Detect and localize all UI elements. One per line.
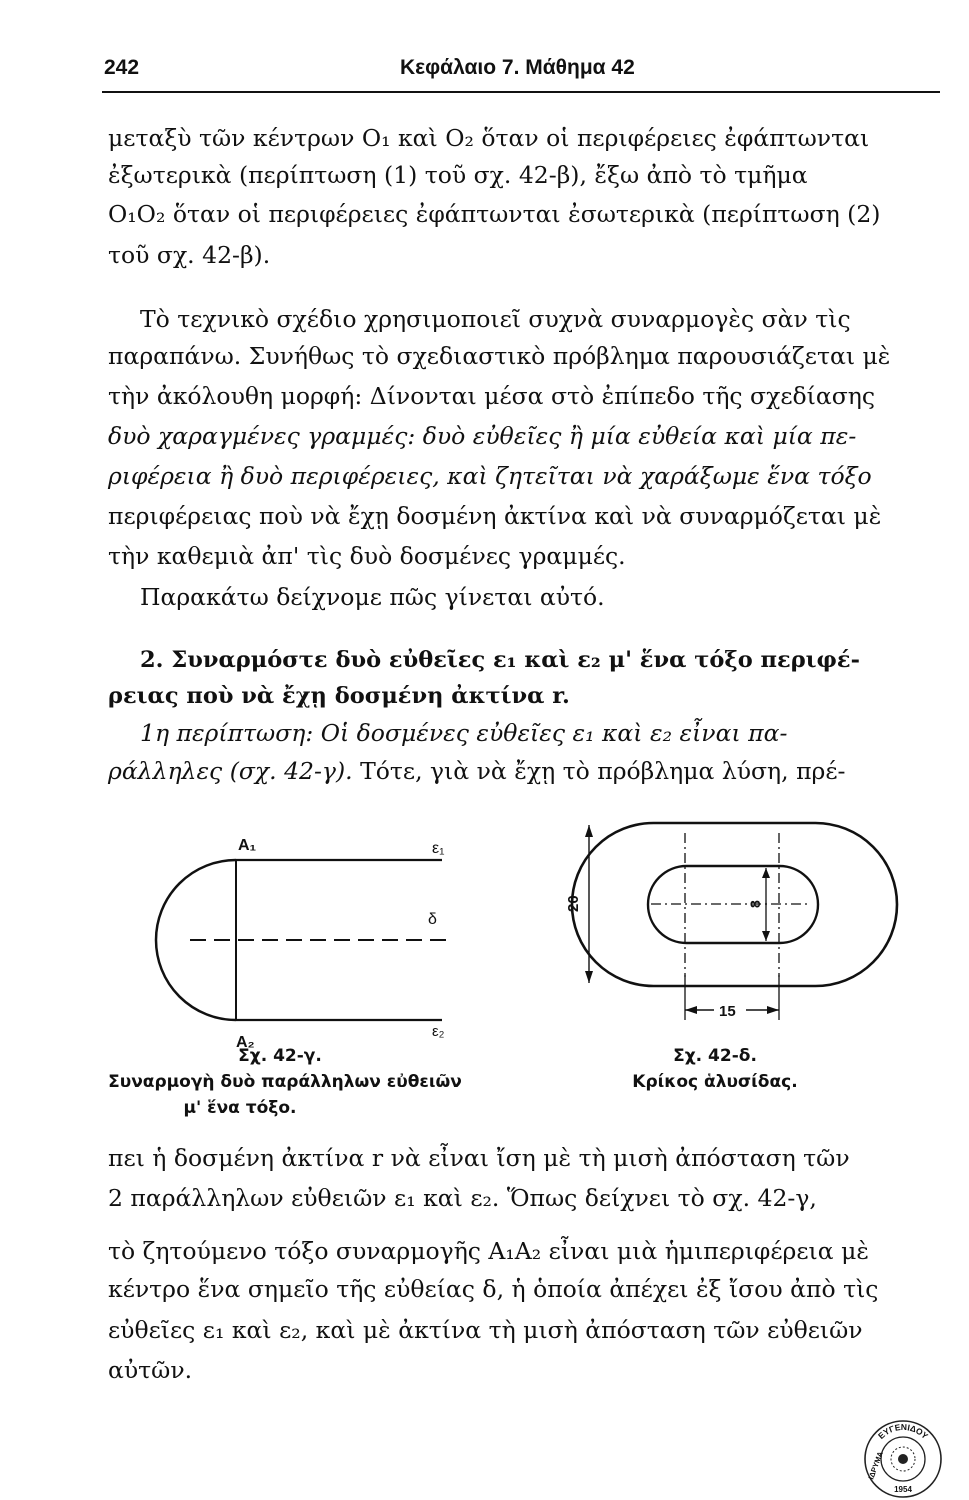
stamp-text-left: ΙΔΡΥΜΑ	[866, 1450, 885, 1481]
page-number: 242	[104, 56, 140, 79]
header-rule	[102, 91, 940, 93]
label-e1: ε₁	[432, 840, 445, 857]
arrow-head	[585, 971, 593, 983]
text-line: ριφέρεια ἢ δυὸ περιφέρειες, καὶ ζητεῖται νὰ χαράξωμε ἕνα τόξο	[108, 462, 872, 490]
arrow-head	[762, 868, 770, 878]
text-line: τὸ ζητούμενο τόξο συναρμογῆς Α₁Α₂ εἶναι μιὰ ἡμιπεριφέρεια μὲ	[108, 1237, 869, 1265]
text-line: 2 παράλληλων εὐθειῶν ε₁ καὶ ε₂. Ὅπως δείχνει τὸ σχ. 42-γ,	[108, 1184, 817, 1212]
arrow-head	[762, 931, 770, 941]
text-line: πει ἡ δοσμένη ἀκτίνα r νὰ εἶναι ἴση μὲ τὴ μισὴ ἀπόσταση τῶν	[108, 1144, 850, 1172]
text-line: Ο₁Ο₂ ὅταν οἱ περιφέρειες ἐφάπτωνται ἐσωτερικὰ (περίπτωση (2)	[108, 200, 881, 228]
text-line	[108, 756, 845, 786]
text-line: Παρακάτω δείχνομε πῶς γίνεται αὐτό.	[140, 583, 605, 611]
stamp-text-top: ΕΥΓΕΝΙΔΟΥ	[875, 1421, 931, 1441]
label-a1: A₁	[238, 837, 257, 854]
figure-caption: Συναρμογὴ δυὸ παράλληλων εὐθειῶν	[108, 1072, 462, 1092]
chapter-title: Κεφάλαιο 7. Μάθημα 42	[400, 56, 635, 79]
dim-label-20: 20	[565, 895, 582, 912]
case-text: Τότε, γιὰ νὰ ἔχῃ τὸ πρόβλημα λύση, πρέ-	[352, 757, 846, 785]
stamp-year: 1954	[894, 1485, 912, 1494]
text-line: παραπάνω. Συνήθως τὸ σχεδιαστικὸ πρόβλημα παρουσιάζεται μὲ	[108, 342, 891, 370]
section-heading: 2. Συναρμόστε δυὸ εὐθεῖες ε₁ καὶ ε₂ μ' ἕνα τόξο περιφέ-	[140, 647, 860, 673]
figure-caption: Κρίκος ἁλυσίδας.	[632, 1072, 798, 1092]
case-text: ράλληλες (σχ. 42-γ).	[108, 757, 353, 785]
label-delta: δ	[428, 911, 437, 928]
label-e2: ε₂	[432, 1023, 445, 1040]
text-line: Τὸ τεχνικὸ σχέδιο χρησιμοποιεῖ συχνὰ συναρμογὲς σὰν τὶς	[140, 305, 851, 333]
arrow-head	[685, 1006, 697, 1014]
dim-label-8: 8	[747, 900, 763, 908]
text-line: περιφέρειας ποὺ νὰ ἔχῃ δοσμένη ἀκτίνα καὶ νὰ συναρμόζεται μὲ	[108, 502, 882, 530]
arrow-head	[585, 825, 593, 837]
text-line: μεταξὺ τῶν κέντρων Ο₁ καὶ Ο₂ ὅταν οἱ περιφέρειες ἐφάπτωνται	[108, 124, 870, 152]
dim-label-15: 15	[719, 1003, 736, 1020]
figure-caption: μ' ἕνα τόξο.	[183, 1098, 297, 1118]
figure-42d	[555, 815, 925, 1030]
section-heading: ρειας ποὺ νὰ ἔχῃ δοσμένη ἀκτίνα r.	[108, 683, 570, 709]
case-heading: 1η περίπτωση: Οἱ δοσμένες εὐθεῖες ε₁ καὶ ε₂ εἶναι πα-	[140, 719, 788, 747]
text-line: τὴν ἀκόλουθη μορφή: Δίνονται μέσα στὸ ἐπίπεδο τῆς σχεδίασης	[108, 382, 876, 410]
figure-caption: Σχ. 42-δ.	[673, 1046, 757, 1066]
text-line: εὐθεῖες ε₁ καὶ ε₂, καὶ μὲ ἀκτίνα τὴ μισὴ ἀπόσταση τῶν εὐθειῶν	[108, 1316, 863, 1344]
text-line: τὴν καθεμιὰ ἀπ' τὶς δυὸ δοσμένες γραμμές.	[108, 542, 626, 570]
library-stamp	[862, 1418, 944, 1500]
figure-42g	[150, 820, 470, 1051]
arrow-head	[767, 1006, 779, 1014]
text-line: κέντρο ἕνα σημεῖο τῆς εὐθείας δ, ἡ ὁποία ἀπέχει ἐξ ἴσου ἀπὸ τὶς	[108, 1275, 879, 1303]
text-line: δυὸ χαραγμένες γραμμές: δυὸ εὐθεῖες ἢ μία εὐθεία καὶ μία πε-	[108, 422, 857, 450]
text-line: ἐξωτερικὰ (περίπτωση (1) τοῦ σχ. 42-β), ἔξω ἀπὸ τὸ τμῆμα	[108, 161, 808, 189]
text-line: αὐτῶν.	[108, 1356, 193, 1384]
figure-caption: Σχ. 42-γ.	[238, 1046, 322, 1066]
stamp-emblem-center	[898, 1454, 908, 1464]
text-line: τοῦ σχ. 42-β).	[108, 241, 271, 269]
label-a2: A₂	[236, 1034, 255, 1051]
